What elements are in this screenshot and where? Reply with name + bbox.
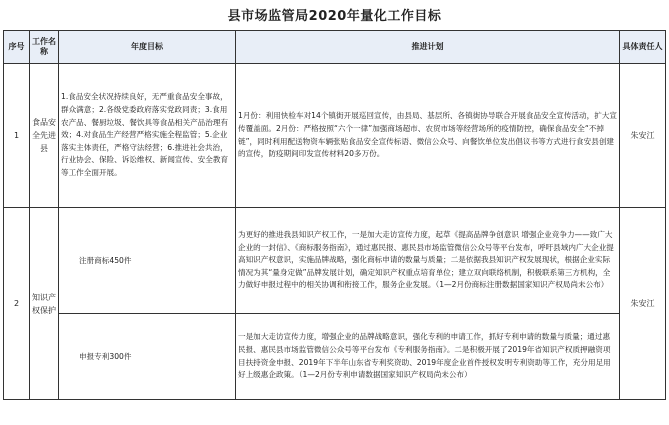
row-2-person: 朱安江 (620, 208, 666, 400)
targets-table (3, 30, 666, 400)
header-plan: 推进计划 (236, 31, 620, 64)
row-1-name: 食品安全先进县 (30, 64, 59, 208)
row-1-person: 朱安江 (620, 64, 666, 208)
header-row (4, 31, 666, 64)
header-seq: 序号 (4, 31, 30, 64)
row-2b-plan: 一是加大走访宣传力度，增强企业的品牌战略意识，强化专利的申请工作，抓好专利申请的数量与质量；通过惠民报、惠民县市场监管微信公众号等平台发布《专利服务指南》。二是积极开展了2019年省知识产权质押融资项目扶持资金申报、2019年下半年山东省专利奖资助、2019年度企业首件授权发明专利资助等工作，充分用足用好上级惠企政策。（1—2月份专利申请数据国家知识产权局尚未公布） (236, 314, 620, 400)
row-2b-goal: 申报专利300件 (59, 314, 236, 400)
row-2-name: 知识产权保护 (30, 208, 59, 400)
page-title: 县市场监管局2020年量化工作目标 (227, 9, 442, 24)
row-1-goal: 1.食品安全状况持续良好，无严重食品安全事故，群众满意；2.各级党委政府落实党政同责；3.食用农产品、餐厨垃圾、餐饮具等食品相关产品治理有效；4.对食品生产经营严格实施全程监管；5.企业落实主体责任，严格守法经营；6.推进社会共治，行业协会、保险、诉讼维权、新闻宣传、安全教育等工作全面开展。 (59, 64, 236, 208)
header-name: 工作名称 (30, 31, 59, 64)
table-row (4, 208, 666, 314)
row-1-plan: 1月份：利用快检车对14个镇街开展巡回宣传，由县局、基层所、各镇街协导联合开展食品安全宣传活动，扩大宣传覆盖面。2月份：严格按照“六个一律”加强商场超市、农贸市场等经营场所的疫情防控，确保食品安全“不掉链”，同时利用配送物资车辆张贴食品安全宣传标语、微信公众号、向餐饮单位发出倡议书等方式进行食安县创建的宣传，防疫期间印发宣传材料20多万份。 (236, 64, 620, 208)
row-2a-goal: 注册商标450件 (59, 208, 236, 314)
row-2-seq: 2 (4, 208, 30, 400)
table-row (4, 64, 666, 208)
row-2a-plan: 为更好的推进我县知识产权工作，一是加大走访宣传力度，起草《提高品牌争创意识 增强企业竞争力——致广大企业的一封信》、《商标服务指南》，通过惠民报、惠民县市场监管微信公众号等平台发布，呼吁县域内广大企业提高知识产权意识，实施品牌战略，强化商标申请的数量与质量；二是依据我县知识产权发展现状，根据企业实际情况为其“量身定做”品牌发展计划，确定知识产权重点培育单位；建立双向联络机制，积极联系第三方机构，全力做好申报过程中的相关协调和衔接工作，服务企业发展。（1—2月份商标注册数据国家知识产权局尚未公布） (236, 208, 620, 314)
header-person: 具体责任人 (620, 31, 666, 64)
table-row (4, 314, 666, 400)
row-1-seq: 1 (4, 64, 30, 208)
header-goal: 年度目标 (59, 31, 236, 64)
